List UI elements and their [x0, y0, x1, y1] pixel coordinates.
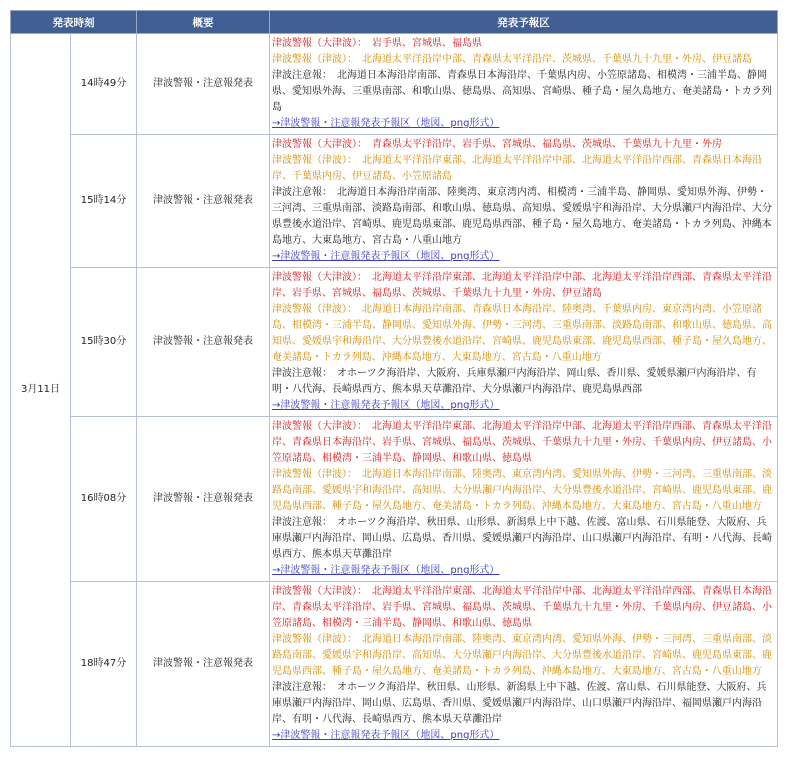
tsunami-warning-text: 津波警報（津波）： 北海道日本海沿岸南部、陸奥湾、東京湾内湾、愛知県外海、伊勢・三河湾、三重県南部、淡路島南部、愛媛県宇和海沿岸、高知県、大分県瀬戸内海沿岸、大分県豊後水道沿岸、宮崎県、鹿児島県東部、鹿児島県西部、種子島・屋久島地方、奄美諸島・トカラ列島、沖縄本島地方、大東島地方、宮古島・八重山地方: [272, 469, 772, 512]
summary-cell: 津波警報・注意報発表: [137, 417, 270, 582]
table-row: [11, 135, 778, 268]
forecast-area-cell: [270, 135, 778, 268]
major-tsunami-warning-text: 津波警報（大津波）： 北海道太平洋沿岸東部、北海道太平洋沿岸中部、北海道太平洋沿岸西部、青森県太平洋沿岸、青森県日本海沿岸、岩手県、宮城県、福島県、茨城県、千葉県九十九里・外房、千葉県内房、伊豆諸島、小笠原諸島、相模湾・三浦半島、静岡県、和歌山県、徳島県: [272, 421, 772, 464]
issue-time: 14時49分: [71, 34, 137, 135]
issue-date: 3月11日: [11, 34, 71, 747]
major-tsunami-warning-text: 津波警報（大津波）： 岩手県、宮城県、福島県: [272, 38, 482, 49]
tsunami-warning-page: [10, 10, 777, 747]
table-row: [11, 268, 778, 417]
map-link[interactable]: →津波警報・注意報発表予報区（地図、png形式）: [272, 730, 500, 741]
forecast-area-cell: [270, 582, 778, 747]
table-row: [11, 34, 778, 135]
tsunami-warning-table: [10, 10, 778, 747]
header-summary: 概要: [137, 11, 270, 34]
tsunami-warning-text: 津波警報（津波）： 北海道日本海沿岸南部、陸奥湾、東京湾内湾、愛知県外海、伊勢・三河湾、三重県南部、淡路島南部、愛媛県宇和海沿岸、高知県、大分県瀬戸内海沿岸、大分県豊後水道沿岸、宮崎県、鹿児島県東部、鹿児島県西部、種子島・屋久島地方、奄美諸島・トカラ列島、沖縄本島地方、大東島地方、宮古島・八重山地方: [272, 634, 772, 677]
header-time: 発表時刻: [11, 11, 137, 34]
tsunami-advisory-text: 津波注意報： 北海道日本海沿岸南部、陸奥湾、東京湾内湾、相模湾・三浦半島、静岡県、愛知県外海、伊勢・三河湾、三重県南部、淡路島南部、和歌山県、徳島県、高知県、愛媛県宇和海沿岸、大分県瀬戸内海沿岸、大分県豊後水道沿岸、宮崎県、鹿児島県東部、鹿児島県西部、種子島・屋久島地方、奄美諸島・トカラ列島、沖縄本島地方、大東島地方、宮古島・八重山地方: [272, 187, 772, 246]
tsunami-advisory-text: 津波注意報： オホーツク海沿岸、大阪府、兵庫県瀬戸内海沿岸、岡山県、香川県、愛媛県瀬戸内海沿岸、有明・八代海、長崎県西方、熊本県天草灘沿岸、大分県瀬戸内海沿岸、鹿児島県西部: [272, 368, 757, 395]
map-link[interactable]: →津波警報・注意報発表予報区（地図、png形式）: [272, 251, 500, 262]
tsunami-warning-text: 津波警報（津波）： 北海道日本海沿岸南部、青森県日本海沿岸、陸奥湾、千葉県内房、東京湾内湾、小笠原諸島、相模湾・三浦半島、静岡県、愛知県外海、伊勢・三河湾、三重県南部、淡路島南部、和歌山県、徳島県、高知県、愛媛県宇和海沿岸、大分県豊後水道沿岸、宮崎県、鹿児島県東部、鹿児島県西部、種子島・屋久島地方、奄美諸島・トカラ列島、沖縄本島地方、大東島地方、宮古島・八重山地方: [272, 304, 772, 363]
major-tsunami-warning-text: 津波警報（大津波）： 北海道太平洋沿岸東部、北海道太平洋沿岸中部、北海道太平洋沿岸西部、青森県太平洋沿岸、岩手県、宮城県、福島県、茨城県、千葉県九十九里・外房、伊豆諸島: [272, 272, 772, 299]
tsunami-advisory-text: 津波注意報： オホーツク海沿岸、秋田県、山形県、新潟県上中下越、佐渡、富山県、石川県能登、大阪府、兵庫県瀬戸内海沿岸、岡山県、広島県、香川県、愛媛県瀬戸内海沿岸、山口県瀬戸内海沿岸、有明・八代海、長崎県西方、熊本県天草灘沿岸: [272, 517, 772, 560]
forecast-area-cell: [270, 417, 778, 582]
table-row: [11, 582, 778, 747]
table-row: [11, 417, 778, 582]
forecast-area-cell: [270, 34, 778, 135]
summary-cell: 津波警報・注意報発表: [137, 582, 270, 747]
tsunami-warning-text: 津波警報（津波）： 北海道太平洋沿岸中部、青森県太平洋沿岸、茨城県、千葉県九十九里・外房、伊豆諸島: [272, 54, 752, 65]
summary-cell: 津波警報・注意報発表: [137, 135, 270, 268]
forecast-area-cell: [270, 268, 778, 417]
tsunami-advisory-text: 津波注意報： 北海道日本海沿岸南部、青森県日本海沿岸、千葉県内房、小笠原諸島、相模湾・三浦半島、静岡県、愛知県外海、三重県南部、和歌山県、徳島県、高知県、宮崎県、種子島・屋久島地方、奄美諸島・トカラ列島: [272, 70, 772, 113]
issue-time: 15時30分: [71, 268, 137, 417]
tsunami-warning-text: 津波警報（津波）： 北海道太平洋沿岸東部、北海道太平洋沿岸中部、北海道太平洋沿岸西部、青森県日本海沿岸、千葉県内房、伊豆諸島、小笠原諸島: [272, 155, 762, 182]
tsunami-advisory-text: 津波注意報： オホーツク海沿岸、秋田県、山形県、新潟県上中下越、佐渡、富山県、石川県能登、大阪府、兵庫県瀬戸内海沿岸、岡山県、広島県、香川県、愛媛県瀬戸内海沿岸、山口県瀬戸内海沿岸、福岡県瀬戸内海沿岸、有明・八代海、長崎県西方、熊本県天草灘沿岸: [272, 682, 767, 725]
map-link[interactable]: →津波警報・注意報発表予報区（地図、png形式）: [272, 565, 500, 576]
summary-cell: 津波警報・注意報発表: [137, 268, 270, 417]
major-tsunami-warning-text: 津波警報（大津波）： 北海道太平洋沿岸東部、北海道太平洋沿岸中部、北海道太平洋沿岸西部、青森県日本海沿岸、青森県太平洋沿岸、岩手県、宮城県、福島県、茨城県、千葉県九十九里・外房、千葉県内房、伊豆諸島、小笠原諸島、相模湾・三浦半島、静岡県、和歌山県、徳島県: [272, 586, 772, 629]
table-header-row: [11, 11, 778, 34]
issue-time: 16時08分: [71, 417, 137, 582]
header-area: 発表予報区: [270, 11, 778, 34]
map-link[interactable]: →津波警報・注意報発表予報区（地図、png形式）: [272, 400, 500, 411]
table-body: [11, 34, 778, 747]
summary-cell: 津波警報・注意報発表: [137, 34, 270, 135]
map-link[interactable]: →津波警報・注意報発表予報区（地図、png形式）: [272, 118, 500, 129]
issue-time: 15時14分: [71, 135, 137, 268]
major-tsunami-warning-text: 津波警報（大津波）： 青森県太平洋沿岸、岩手県、宮城県、福島県、茨城県、千葉県九十九里・外房: [272, 139, 722, 150]
issue-time: 18時47分: [71, 582, 137, 747]
